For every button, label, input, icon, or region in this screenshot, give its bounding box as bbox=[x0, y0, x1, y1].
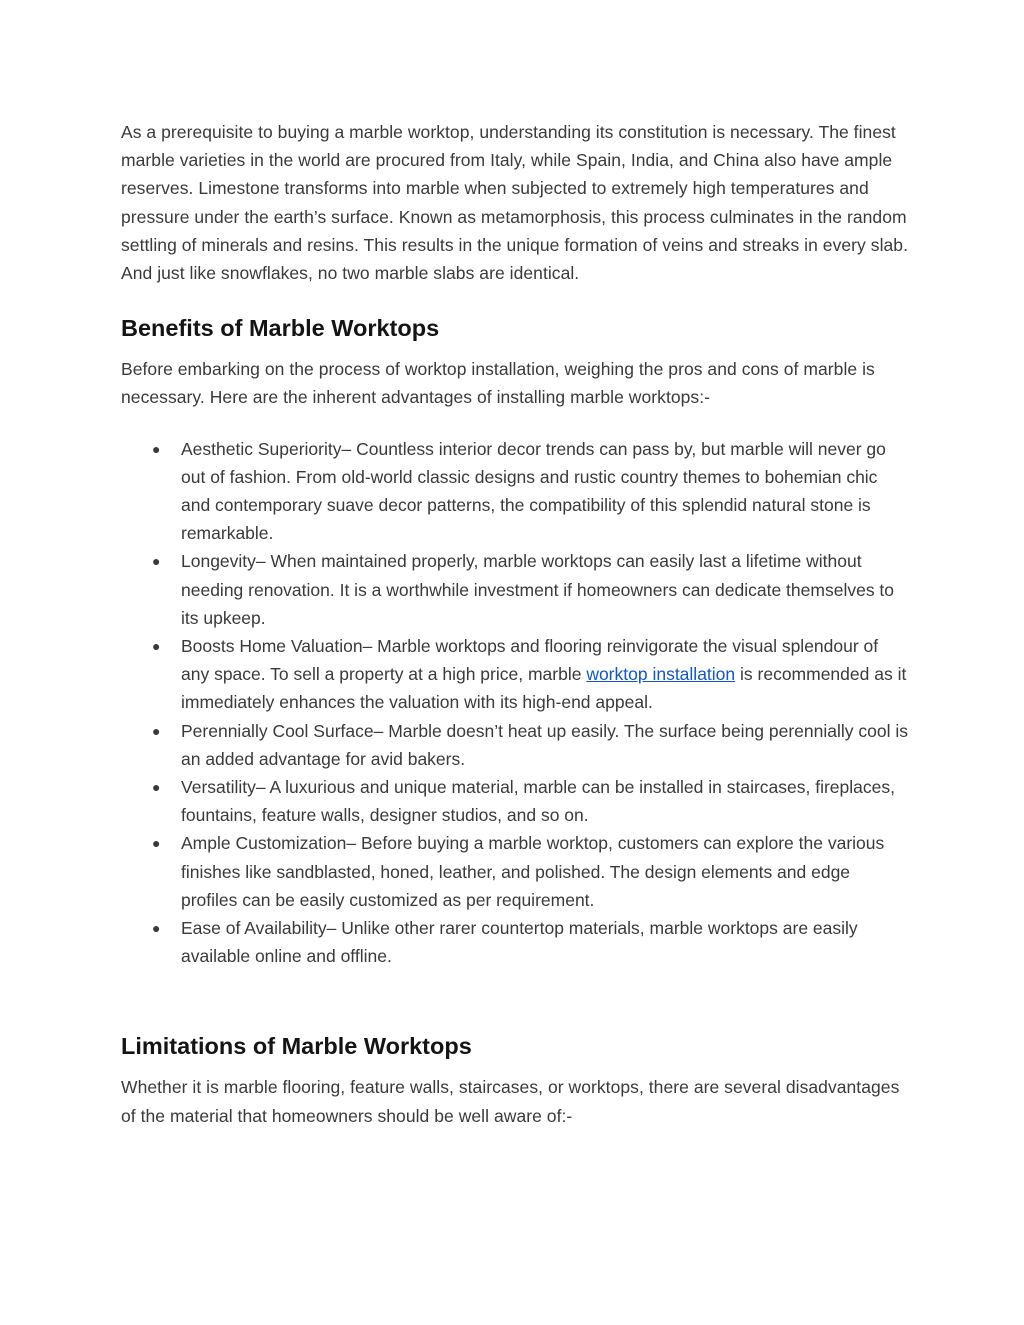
bullet-icon: ● bbox=[152, 553, 161, 570]
list-item-text: Aesthetic Superiority– Countless interior decor trends can pass by, but marble will never go out of fashion. From old-world classic designs and rustic country themes to bohemian chic and contemporary suave decor patterns, the compatibility of this splendid natural stone is remarkable. bbox=[181, 438, 886, 544]
bullet-icon: ● bbox=[152, 722, 161, 739]
benefits-heading: Benefits of Marble Worktops bbox=[121, 315, 440, 342]
benefits-list bbox=[121, 435, 911, 971]
bullet-icon: ● bbox=[152, 779, 161, 796]
list-item-text: Versatility– A luxurious and unique material, marble can be installed in staircases, fireplaces, fountains, feature walls, designer studios, and so on. bbox=[181, 777, 895, 826]
list-item-text-after-link: is recommended as it immediately enhances the valuation with its high-end appeal. bbox=[181, 664, 907, 713]
list-item bbox=[121, 829, 911, 914]
list-item-text: Perennially Cool Surface– Marble doesn’t heat up easily. The surface being perennially cool is an added advantage for avid bakers. bbox=[181, 720, 908, 769]
limitations-intro-paragraph: Whether it is marble flooring, feature walls, staircases, or worktops, there are several disadvantages of the material that homeowners should be well aware of:- bbox=[121, 1077, 900, 1126]
list-item bbox=[121, 717, 911, 773]
intro-paragraph: As a prerequisite to buying a marble worktop, understanding its constitution is necessary. The finest marble varieties in the world are procured from Italy, while Spain, India, and China also have ample reserves. Limestone transforms into marble when subjected to extremely high temperatures and pressure under the earth’s surface. Known as metamorphosis, this process culminates in the random settling of minerals and resins. This results in the unique formation of veins and streaks in every slab. And just like snowflakes, no two marble slabs are identical. bbox=[121, 122, 908, 284]
bullet-icon: ● bbox=[152, 638, 161, 655]
document-page bbox=[121, 118, 911, 1130]
list-item-text-before-link: Boosts Home Valuation– Marble worktops and flooring reinvigorate the visual splendour of any space. To sell a property at a high price, marble bbox=[181, 636, 879, 685]
list-item bbox=[121, 914, 911, 970]
list-item bbox=[121, 773, 911, 829]
list-item bbox=[121, 632, 911, 717]
bullet-icon: ● bbox=[152, 440, 161, 457]
benefits-intro-paragraph: Before embarking on the process of worktop installation, weighing the pros and cons of marble is necessary. Here are the inherent advantages of installing marble worktops:- bbox=[121, 359, 875, 408]
bullet-icon: ● bbox=[152, 835, 161, 852]
worktop-installation-link[interactable]: worktop installation bbox=[586, 664, 736, 685]
bullet-icon: ● bbox=[152, 920, 161, 937]
list-item-text: Ample Customization– Before buying a marble worktop, customers can explore the various finishes like sandblasted, honed, leather, and polished. The design elements and edge profiles can be easily customized as per requirement. bbox=[181, 833, 885, 910]
limitations-heading: Limitations of Marble Worktops bbox=[121, 1033, 472, 1060]
list-item-text: Longevity– When maintained properly, marble worktops can easily last a lifetime without needing renovation. It is a worthwhile investment if homeowners can dedicate themselves to its upkeep. bbox=[181, 551, 895, 628]
list-item-text: Ease of Availability– Unlike other rarer countertop materials, marble worktops are easily available online and offline. bbox=[181, 918, 858, 967]
list-item bbox=[121, 435, 911, 548]
list-item bbox=[121, 547, 911, 632]
